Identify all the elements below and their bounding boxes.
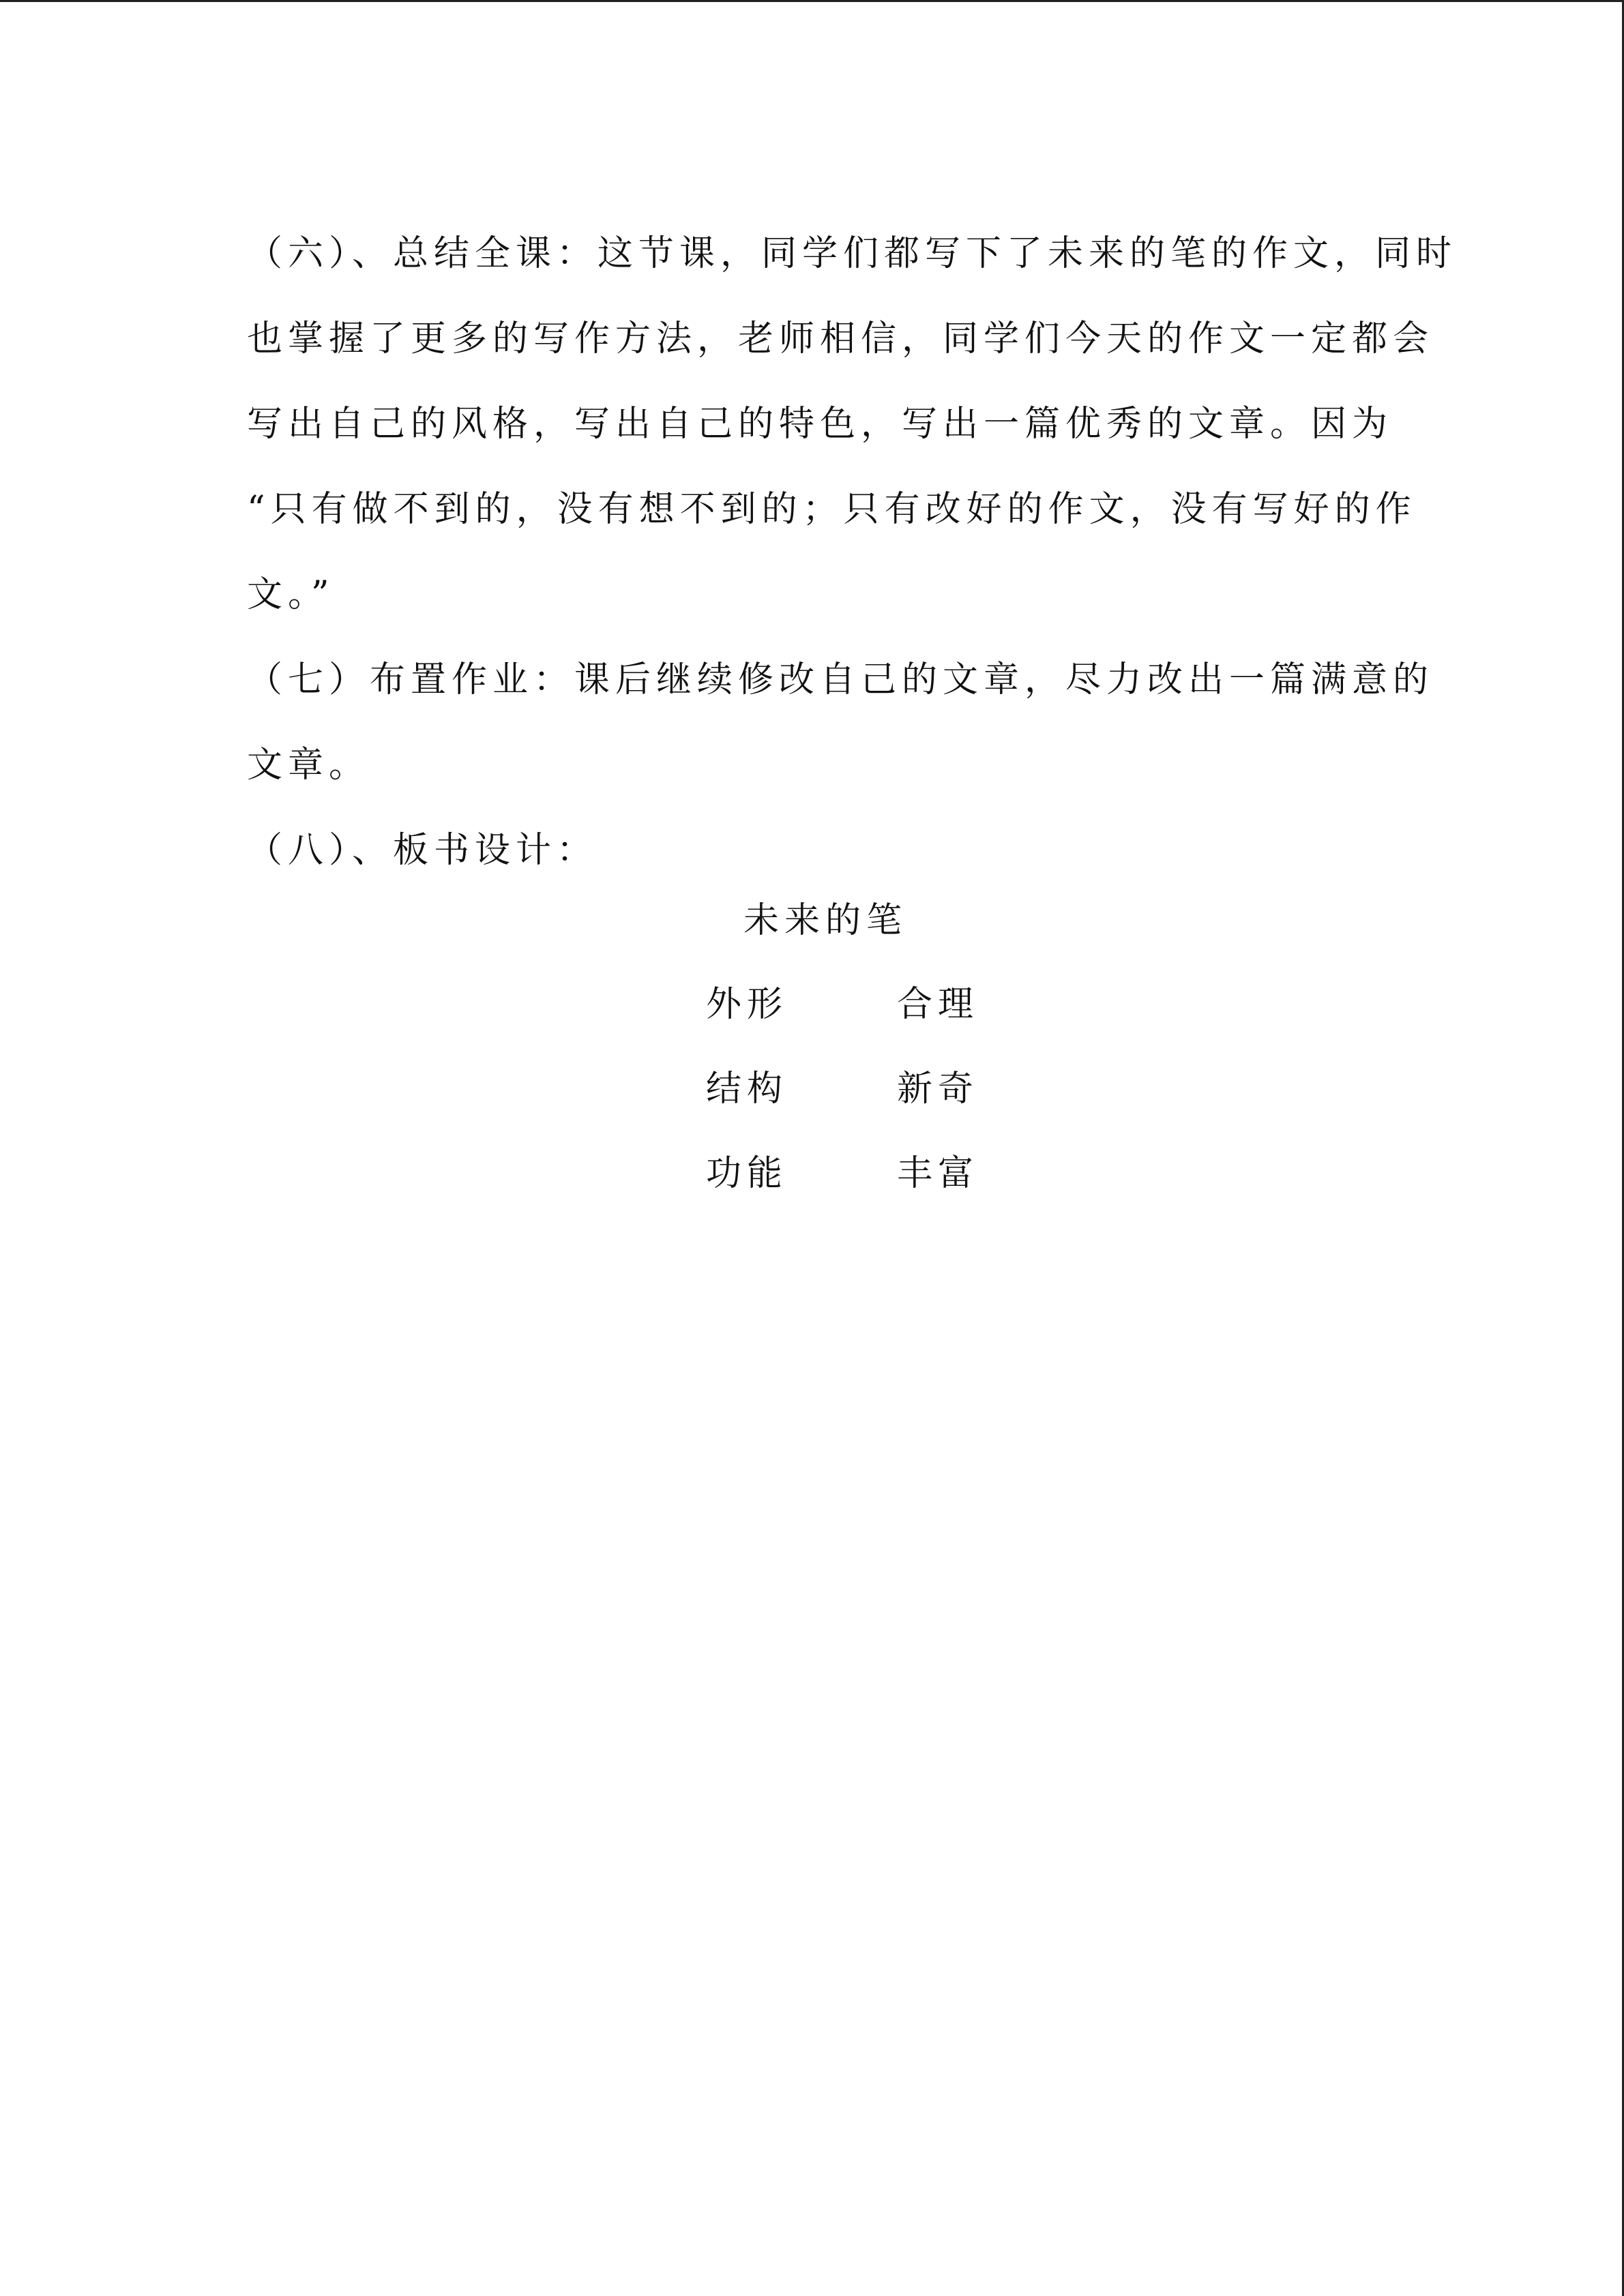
board-row — [706, 1062, 979, 1116]
board-row-left: 外形 — [706, 984, 788, 1025]
board-row-left: 结构 — [706, 1069, 788, 1109]
board-row-right: 丰富 — [897, 1153, 979, 1194]
text-line: 写出自己的风格，写出自己的特色，写出一篇优秀的文章。因为 — [247, 404, 1393, 445]
page-border-top — [0, 0, 1624, 2]
paragraph-board-design — [247, 808, 1372, 893]
text-line: （七）布置作业：课后继续修改自己的文章，尽力改出一篇满意的 — [247, 659, 1434, 700]
paragraph-homework — [247, 638, 1434, 808]
document-body — [247, 211, 1458, 893]
text-line: “只有做不到的，没有想不到的；只有改好的作文，没有写好的作 — [247, 489, 1417, 530]
board-row-right: 新奇 — [897, 1069, 979, 1109]
text-line: 文。” — [247, 574, 335, 615]
board-row — [706, 1146, 979, 1201]
text-line: 文章。 — [247, 745, 370, 786]
board-row-right: 合理 — [897, 984, 979, 1025]
board-row — [706, 977, 979, 1032]
paragraph-summary — [247, 211, 1458, 638]
board-title: 未来的笔 — [743, 900, 908, 941]
text-line: （八）、板书设计： — [247, 830, 598, 871]
board-row-left: 功能 — [706, 1153, 788, 1194]
text-line: （六）、总结全课：这节课，同学们都写下了未来的笔的作文，同时 — [247, 233, 1458, 274]
text-line: 也掌握了更多的写作方法，老师相信，同学们今天的作文一定都会 — [247, 318, 1434, 359]
